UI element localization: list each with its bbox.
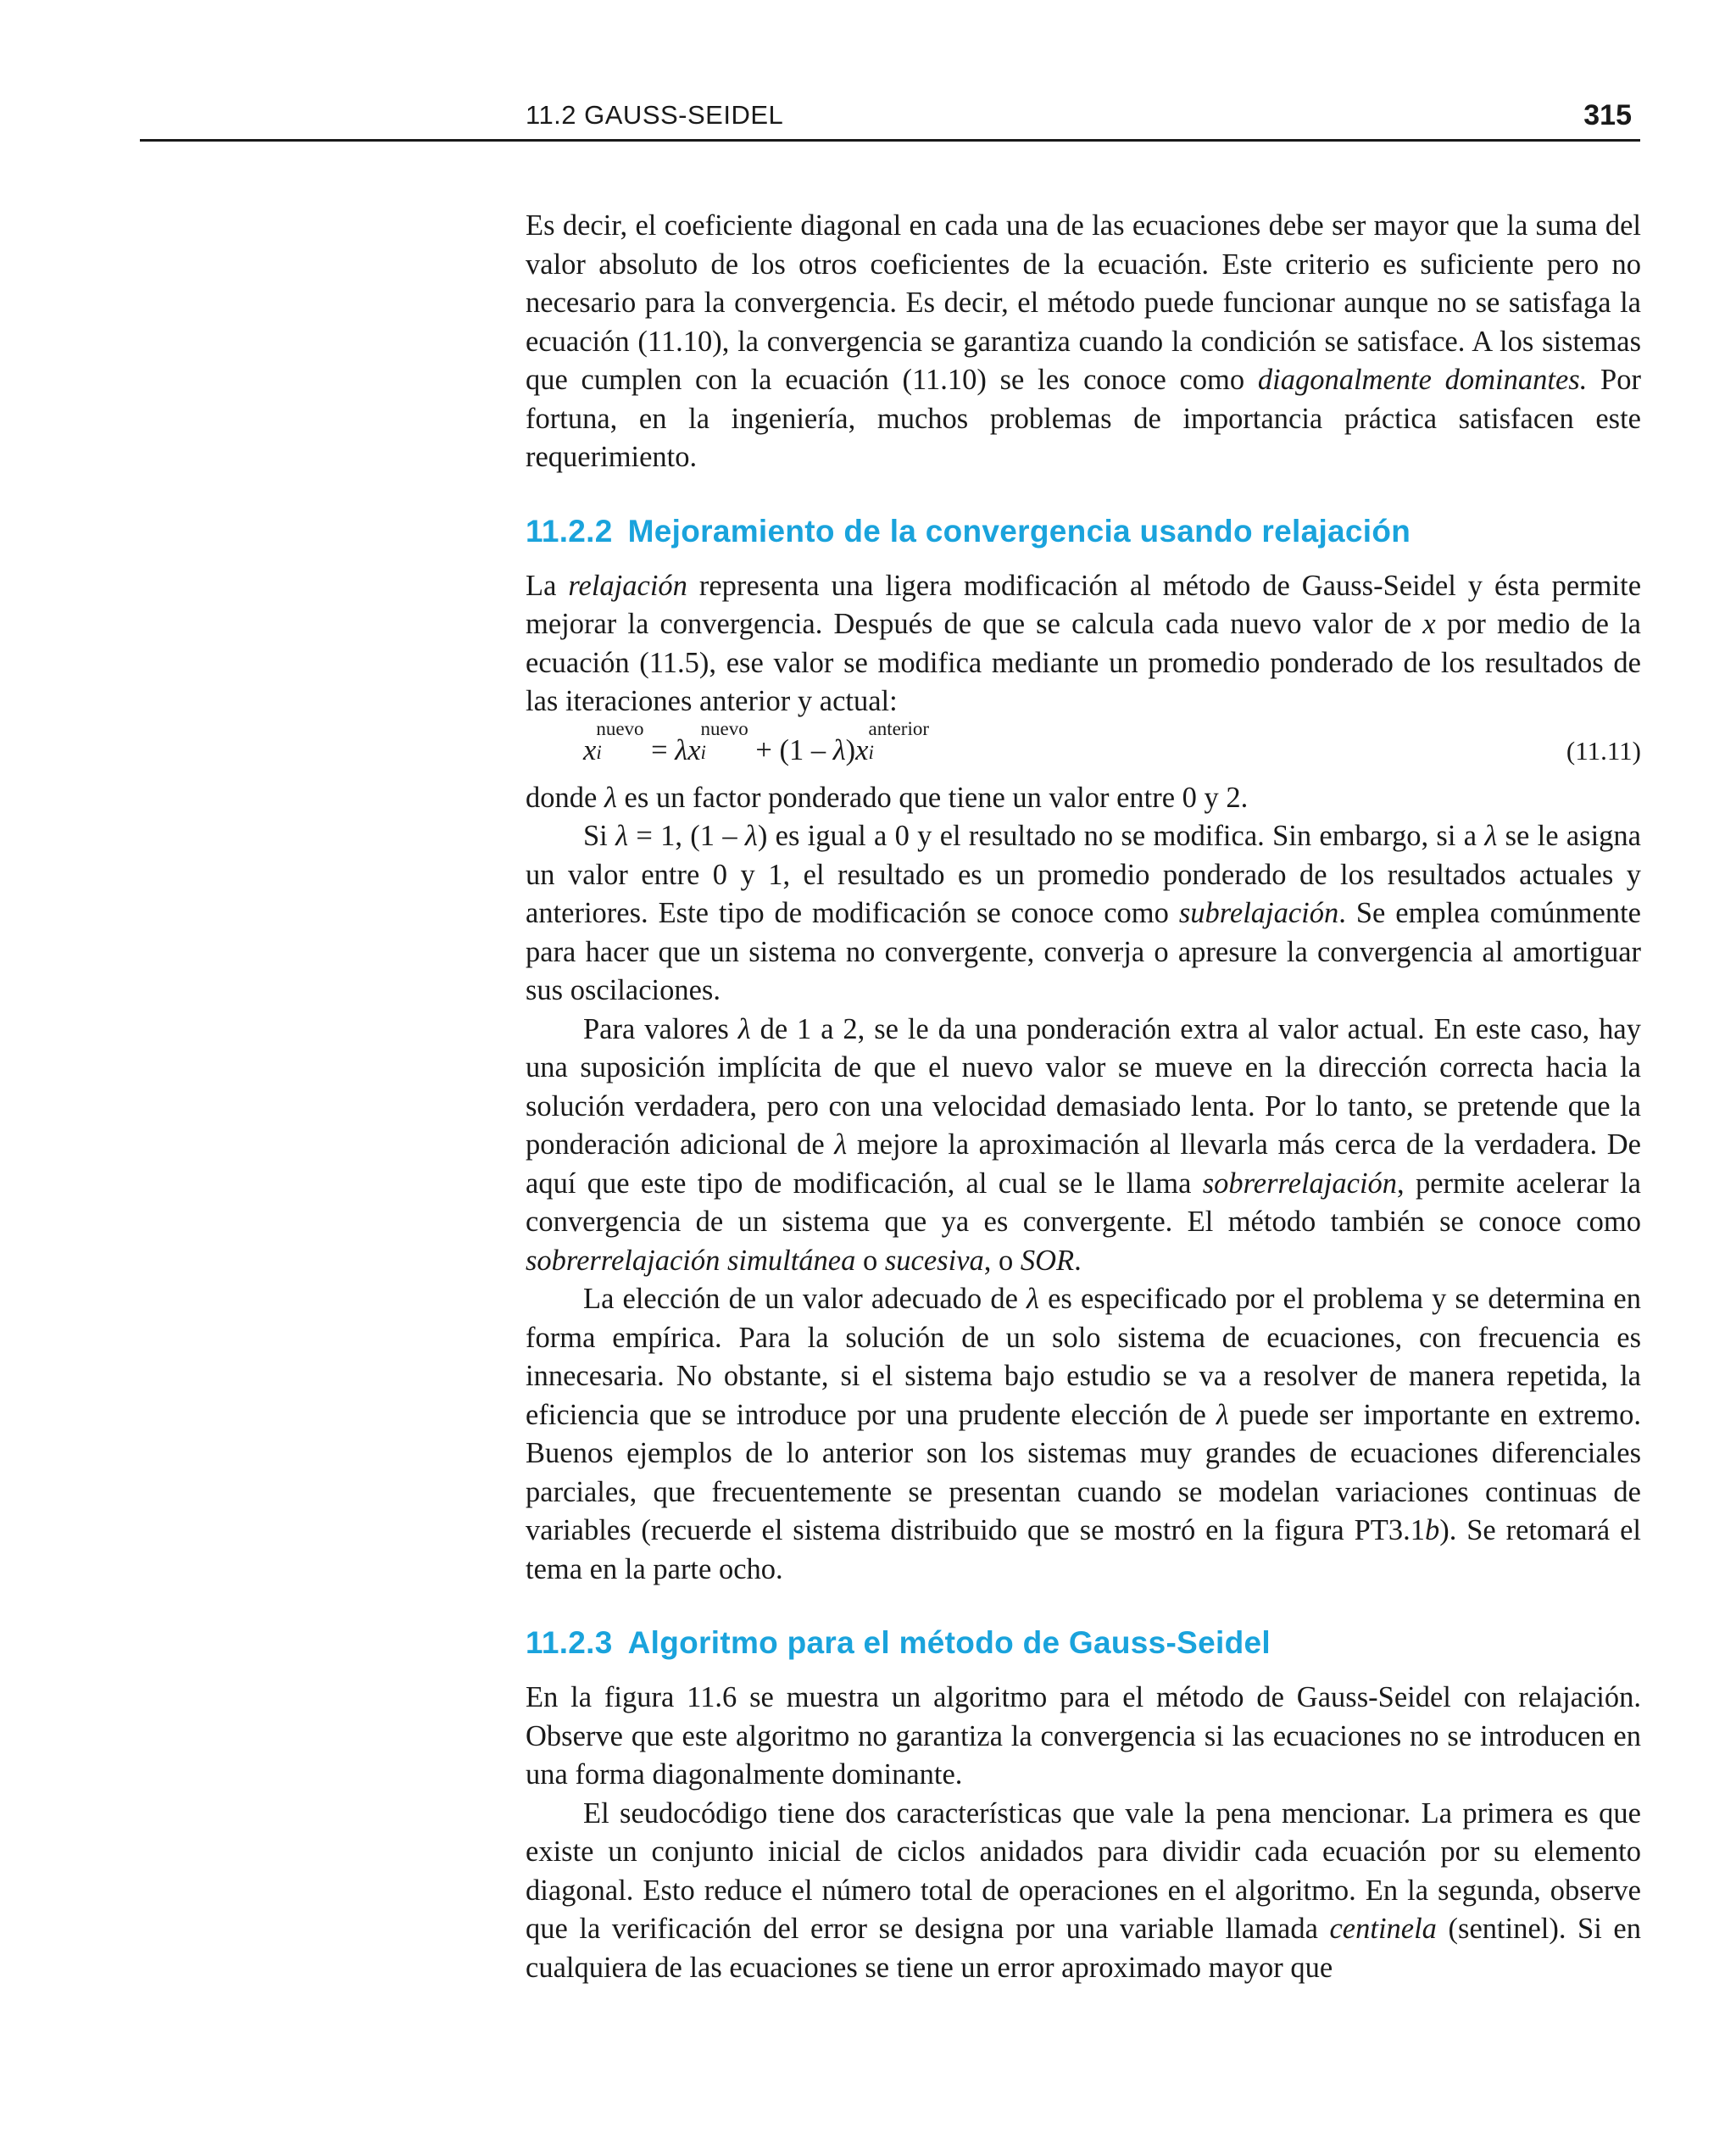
paragraph-sobrerrelajacion: Para valores λ de 1 a 2, se le da una ponderación extra al valor actual. En este caso, hay una suposición implícita de que el nuevo valor se mueve en la dirección correcta hacia la solución verdadera, pero con una velocidad demasiado lenta. Por lo tanto, se pretende que la ponderación adicional de λ mejore la aproximación al llevarla más cerca de la verdadera. De aquí que este tipo de modificación, al cual se le llama sobrerrelajación, permite acelerar la convergencia de un sistema que ya es convergente. El método también se conoce como sobrerrelajación simultánea o sucesiva, o SOR. — [526, 1012, 1641, 1277]
section-title: Algoritmo para el método de Gauss-Seidel — [627, 1625, 1271, 1660]
running-head: 11.2 GAUSS-SEIDEL — [526, 100, 784, 130]
page-body — [526, 207, 1641, 1987]
paragraph-seudocodigo: El seudocódigo tiene dos características que vale la pena mencionar. La primera es que existe un conjunto inicial de ciclos anidados para dividir cada ecuación por su elemento diagonal. Esto reduce el número total de operaciones en el algoritmo. En la segunda, observe que la verificación del error se designa por una variable llamada centinela (sentinel). Si en cualquiera de las ecuaciones se tiene un error aproximado mayor que — [526, 1796, 1641, 1984]
intro-paragraph: Es decir, el coeficiente diagonal en cada una de las ecuaciones debe ser mayor que la suma del valor absoluto de los otros coeficientes de la ecuación. Este criterio es suficiente pero no necesario para la convergencia. Es decir, el método puede funcionar aunque no se satisfaga la ecuación (11.10), la convergencia se garantiza cuando la condición se satisface. A los sistemas que cumplen con la ecuación (11.10) se les conoce como diagonalmente dominantes. Por fortuna, en la ingeniería, muchos problemas de importancia práctica satisfacen este requerimiento. — [526, 209, 1641, 473]
section-number: 11.2.3 — [526, 1625, 613, 1660]
section-title: Mejoramiento de la convergencia usando relajación — [627, 513, 1411, 549]
equation-11-11 — [526, 717, 1641, 776]
page-number: 315 — [1583, 99, 1632, 131]
paragraph-donde: donde λ es un factor ponderado que tiene un valor entre 0 y 2. — [526, 781, 1249, 814]
paragraph-eleccion-lambda: La elección de un valor adecuado de λ es especificado por el problema y se determina en forma empírica. Para la solución de un solo sistema de ecuaciones, con frecuencia es innecesaria. No obstante, si el sistema bajo estudio se va a resolver de manera repetida, la eficiencia que se introduce por una prudente elección de λ puede ser importante en extremo. Buenos ejemplos de lo anterior son los sistemas muy grandes de ecuaciones diferenciales parciales, que frecuentemente se presentan cuando se modelan variaciones continuas de variables (recuerde el sistema distribuido que se mostró en la figura PT3.1b). Se retomará el tema en la parte ocho. — [526, 1283, 1642, 1585]
paragraph-algoritmo: En la figura 11.6 se muestra un algoritmo para el método de Gauss-Seidel con relajación. Observe que este algoritmo no garantiza la convergencia si las ecuaciones no se introducen en una forma diagonalmente dominante. — [526, 1681, 1641, 1791]
paragraph-relajacion: La relajación representa una ligera modificación al método de Gauss-Seidel y ésta permite mejorar la convergencia. Después de que se calcula cada nuevo valor de x por medio de la ecuación (11.5), ese valor se modifica mediante un promedio ponderado de los resultados de las iteraciones anterior y actual: — [526, 569, 1642, 717]
page-header — [140, 97, 1640, 142]
section-number: 11.2.2 — [526, 513, 613, 549]
equation-number: (11.11) — [1566, 735, 1641, 766]
paragraph-subrelajacion: Si λ = 1, (1 – λ) es igual a 0 y el resultado no se modifica. Sin embargo, si a λ se le asigna un valor entre 0 y 1, el resultado es un promedio ponderado de los resultados actuales y anteriores. Este tipo de modificación se conoce como subrelajación. Se emplea comúnmente para hacer que un sistema no convergente, converja o apresure la convergencia al amortiguar sus oscilaciones. — [526, 820, 1641, 1006]
section-heading-11-2-3 — [526, 1623, 1641, 1663]
section-heading-11-2-2 — [526, 511, 1641, 552]
equation-body: x nuevo i = λx nuevo i + (1 – λ)x anterior i — [583, 717, 930, 766]
